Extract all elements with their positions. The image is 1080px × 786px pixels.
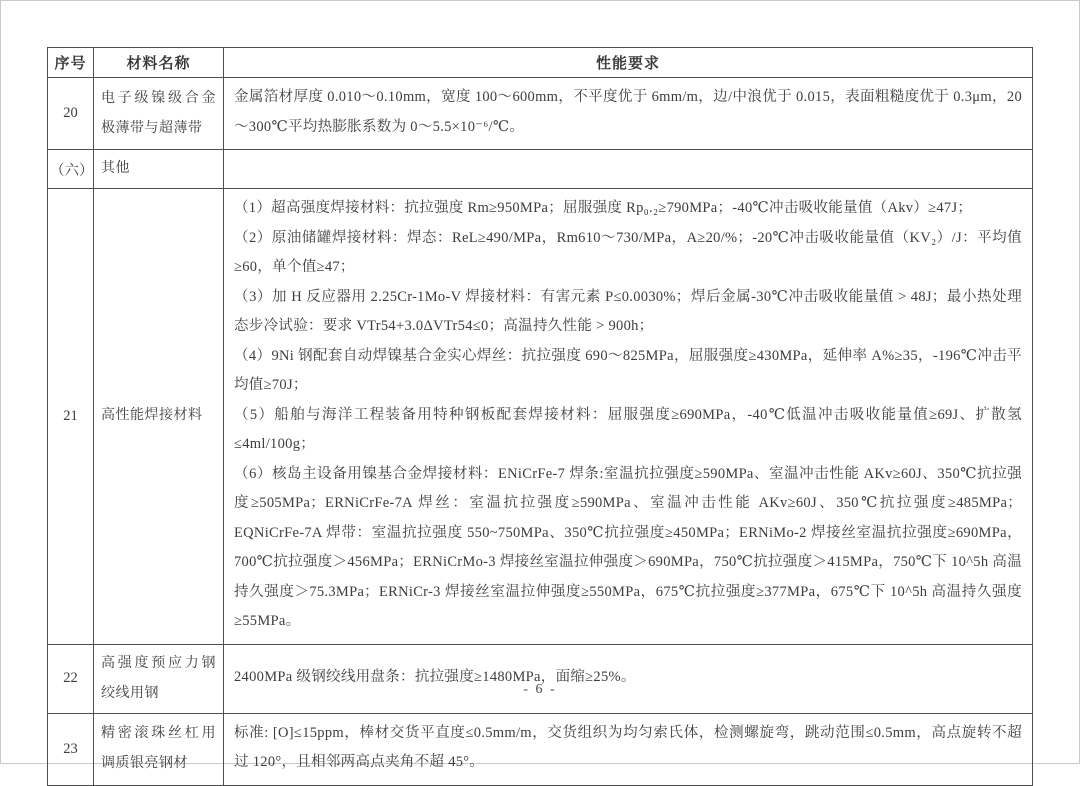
performance-requirements: 2400MPa 级钢绞线用盘条：抗拉强度≥1480MPa，面缩≥25%。	[224, 644, 1033, 713]
material-name: 电子级镍级合金极薄带与超薄带	[94, 78, 224, 150]
material-name: 高强度预应力钢绞线用钢	[94, 644, 224, 713]
requirement-item: （1）超高强度焊接材料：抗拉强度 Rm≥950MPa；屈服强度 Rp₀.₂≥790MPa；-40℃冲击吸收能量值（Akv）≥47J；	[234, 200, 973, 216]
material-name: 其他	[94, 150, 224, 189]
header-col-req: 性能要求	[224, 48, 1033, 78]
performance-requirements	[224, 150, 1033, 189]
header-col-name: 材料名称	[94, 48, 224, 78]
performance-requirements: 标准: [O]≤15ppm，棒材交货平直度≤0.5mm/m，交货组织为均匀索氏体，检测螺旋弯，跳动范围≤0.5mm，高点旋转不超过 120°，且相邻两高点夹角不超 45°。	[224, 713, 1033, 785]
requirement-item: （5）船舶与海洋工程装备用特种钢板配套焊接材料：屈服强度≥690MPa，-40℃低温冲击吸收能量值≥69J、扩散氢≤4ml/100g；	[234, 406, 1022, 452]
table-header-row	[48, 48, 1033, 78]
materials-table	[47, 47, 1033, 786]
document-page	[1, 1, 1079, 771]
requirement-item: （2）原油储罐焊接材料：焊态：ReL≥490/MPa，Rm610～730/MPa，A≥20/%；-20℃冲击吸收能量值（KV₂）/J：平均值≥60，单个值≥47；	[234, 229, 1022, 275]
requirement-item: （3）加 H 反应器用 2.25Cr-1Mo-V 焊接材料：有害元素 P≤0.0030%；焊后金属-30℃冲击吸收能量值 > 48J；最小热处理态步冷试验：要求 VTr54+3.0ΔVTr54≤0；高温持久性能 > 900h；	[234, 288, 1022, 334]
material-name: 精密滚珠丝杠用调质银亮钢材	[94, 713, 224, 785]
material-name: 高性能焊接材料	[94, 189, 224, 645]
performance-requirements	[224, 189, 1033, 645]
row-number: 23	[48, 713, 94, 785]
row-number: 22	[48, 644, 94, 713]
page-number: - 6 -	[523, 682, 557, 697]
header-col-no: 序号	[48, 48, 94, 78]
performance-requirements: 金属箔材厚度 0.010～0.10mm，宽度 100～600mm，不平度优于 6mm/m，边/中浪优于 0.015，表面粗糙度优于 0.3μm，20～300℃平均热膨胀系数为 0～5.5×10⁻⁶/℃。	[224, 78, 1033, 150]
table-row	[48, 189, 1033, 645]
requirement-item: （6）核岛主设备用镍基合金焊接材料：ENiCrFe-7 焊条:室温抗拉强度≥590MPa、室温冲击性能 AKv≥60J、350℃抗拉强度≥505MPa；ERNiCrFe-7A 焊丝：室温抗拉强度≥590MPa、室温冲击性能 AKv≥60J、350℃抗拉强度≥485MPa；EQNiCrFe-7A 焊带：室温抗拉强度 550~750MPa、350℃抗拉强度≥450MPa；ERNiMo-2 焊接丝室温抗拉强度≥690MPa，700℃抗拉强度＞456MPa；ERNiCrMo-3 焊接丝室温拉伸强度＞690MPa，750℃抗拉强度＞415MPa，750℃下 10^5h 高温持久强度＞75.3MPa；ERNiCr-3 焊接丝室温拉伸强度≥550MPa，675℃抗拉强度≥377MPa，675℃下 10^5h 高温持久强度≥55MPa。	[234, 465, 1022, 629]
table-row	[48, 713, 1033, 785]
table-row	[48, 644, 1033, 713]
row-number: 21	[48, 189, 94, 645]
table-row	[48, 150, 1033, 189]
requirement-item: （4）9Ni 钢配套自动焊镍基合金实心焊丝：抗拉强度 690～825MPa，屈服强度≥430MPa，延伸率 A%≥35，-196℃冲击平均值≥70J；	[234, 347, 1022, 393]
table-row	[48, 78, 1033, 150]
row-number: 20	[48, 78, 94, 150]
row-number: （六）	[48, 150, 94, 189]
